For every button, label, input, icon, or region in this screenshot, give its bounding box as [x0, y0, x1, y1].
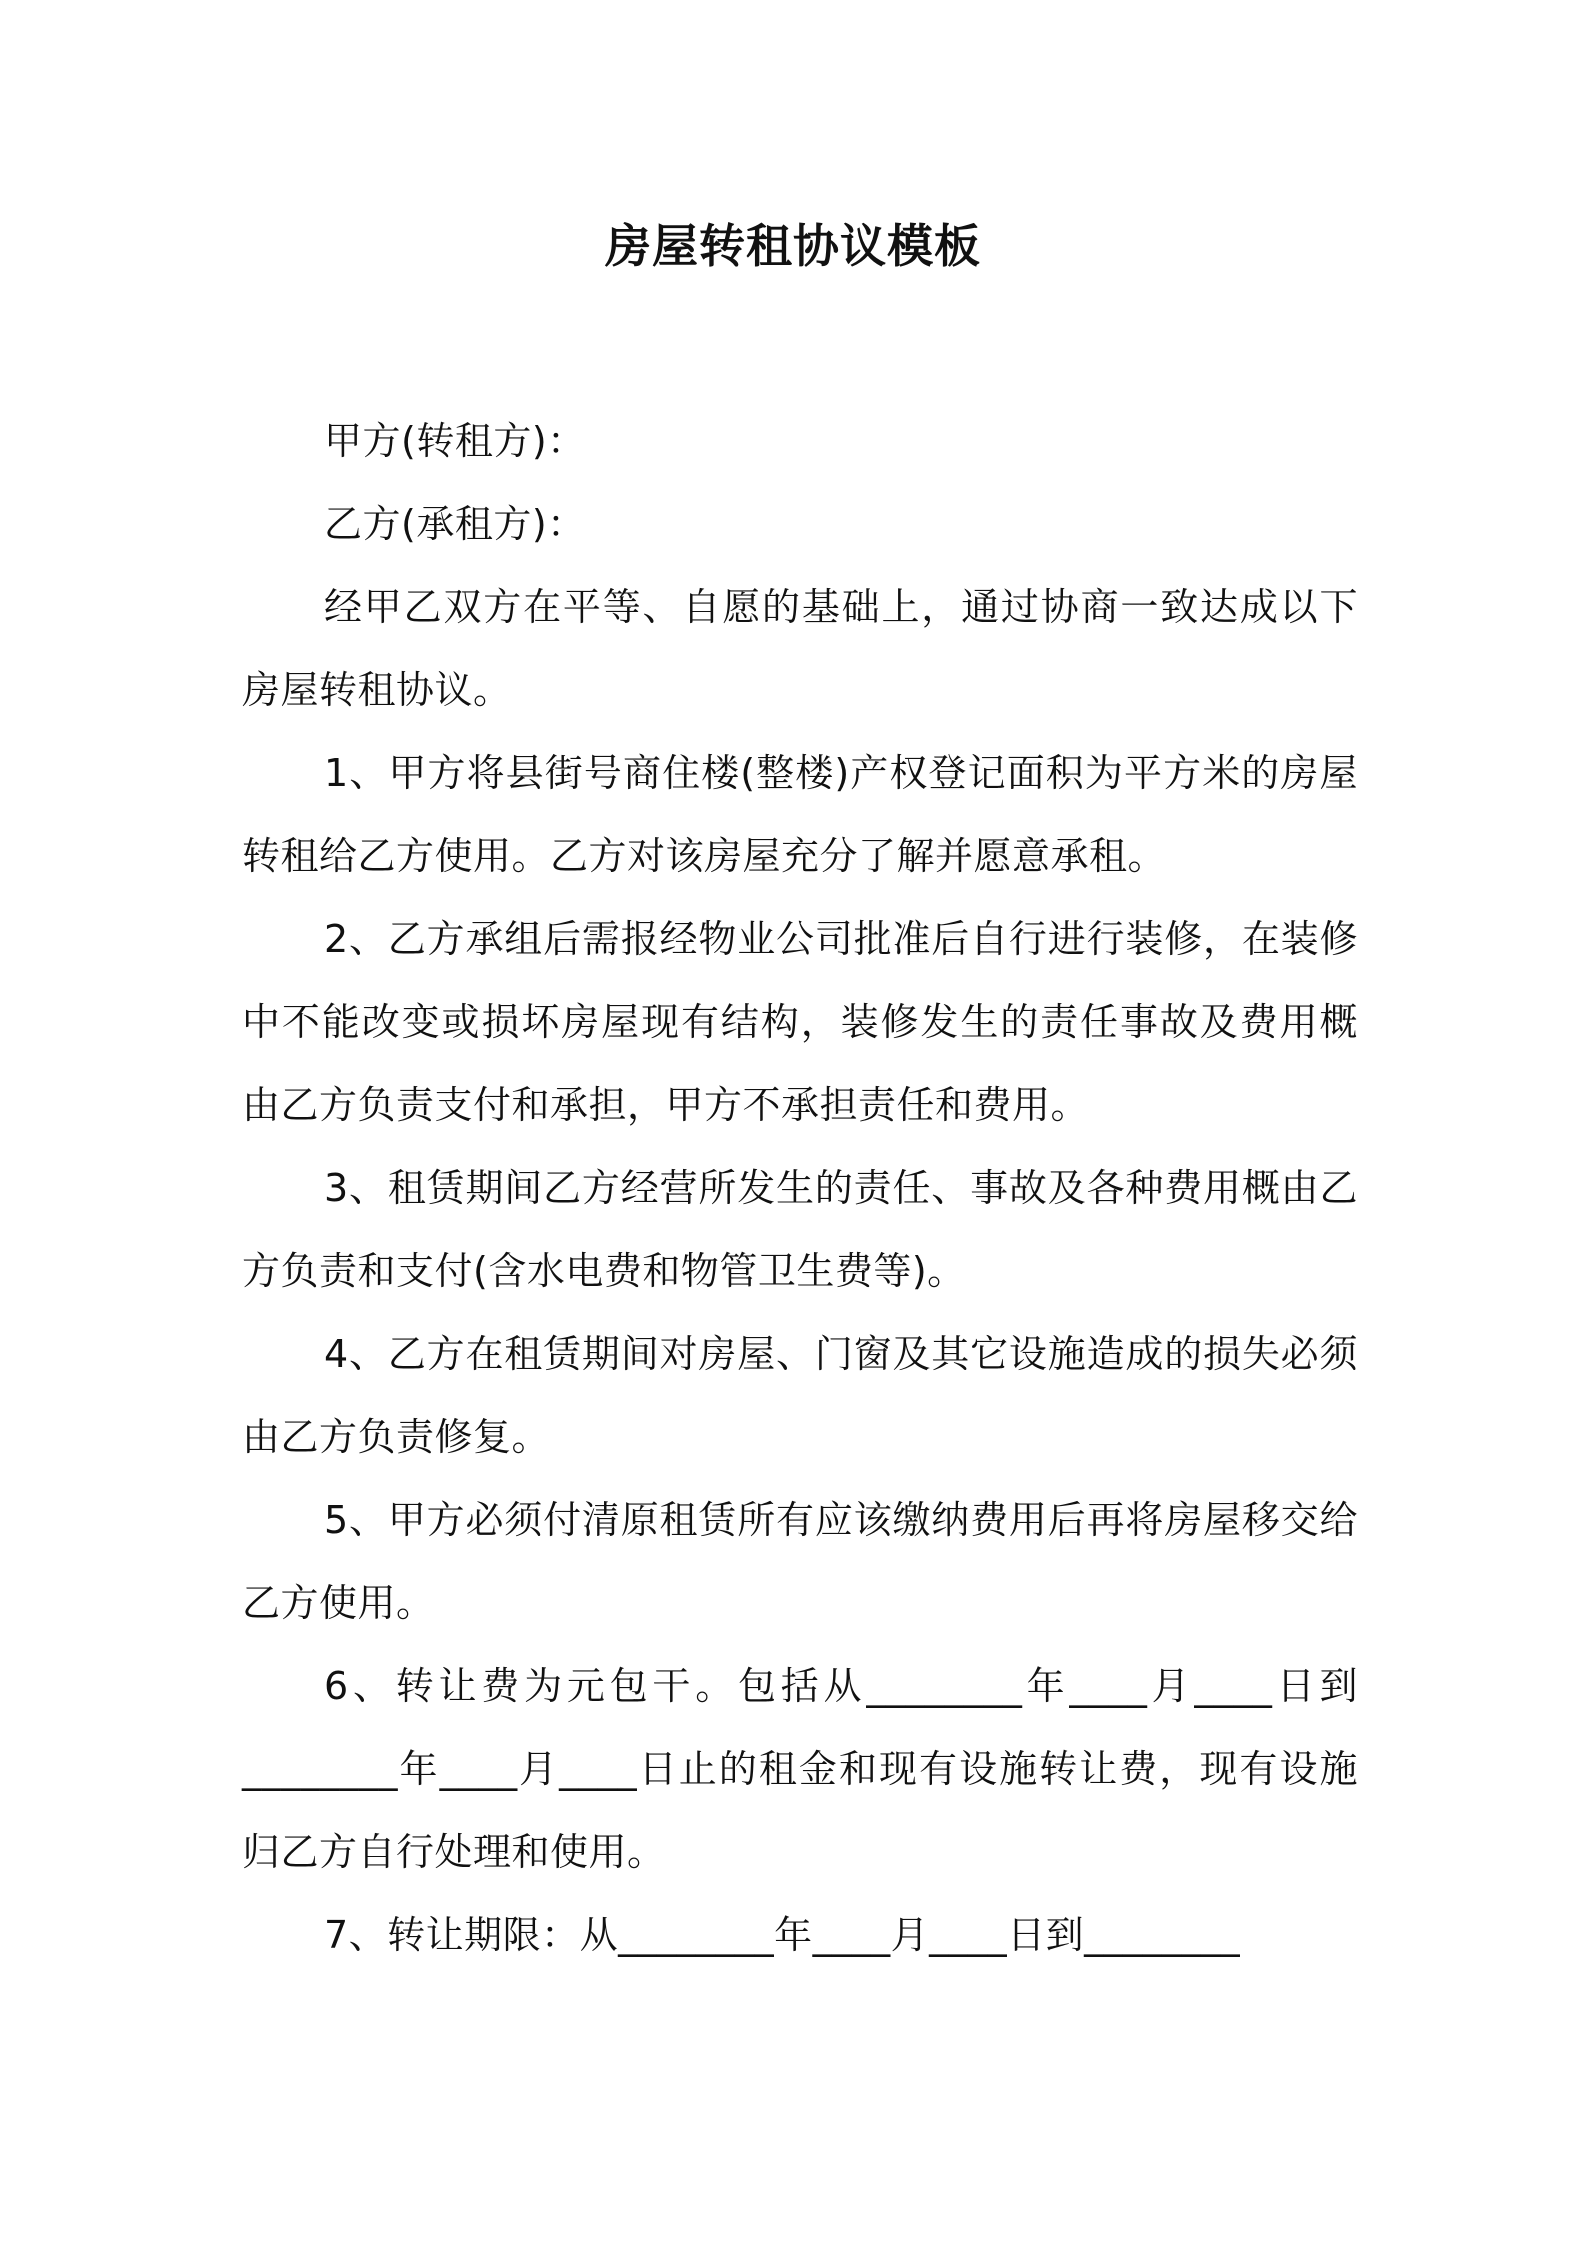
clause-1: 1、甲方将县街号商住楼(整楼)产权登记面积为平方米的房屋转租给乙方使用。乙方对该房屋充分了解并愿意承租。 — [242, 751, 1358, 878]
clause-2: 2、乙方承组后需报经物业公司批准后自行进行装修，在装修中不能改变或损坏房屋现有结构，装修发生的责任事故及费用概由乙方负责支付和承担，甲方不承担责任和费用。 — [242, 917, 1358, 1127]
clause-4: 4、乙方在租赁期间对房屋、门窗及其它设施造成的损失必须由乙方负责修复。 — [242, 1332, 1358, 1459]
document-title: 房屋转租协议模板 — [605, 219, 981, 273]
clause-3: 3、租赁期间乙方经营所发生的责任、事故及各种费用概由乙方负责和支付(含水电费和物管卫生费等)。 — [242, 1166, 1358, 1293]
party-a-line: 甲方(转租方)： — [324, 419, 586, 463]
clause-5: 5、甲方必须付清原租赁所有应该缴纳费用后再将房屋移交给乙方使用。 — [242, 1498, 1358, 1625]
intro-paragraph: 经甲乙双方在平等、自愿的基础上，通过协商一致达成以下房屋转租协议。 — [242, 585, 1358, 712]
document-body — [242, 400, 1358, 1977]
clause-7: 7、转让期限：从________年____月____日到________ — [324, 1913, 1241, 1957]
clause-6: 6、转让费为元包干。包括从________年____月____日到________年____月____日止的租金和现有设施转让费，现有设施归乙方自行处理和使用。 — [242, 1664, 1358, 1874]
party-b-line: 乙方(承租方)： — [324, 502, 586, 546]
